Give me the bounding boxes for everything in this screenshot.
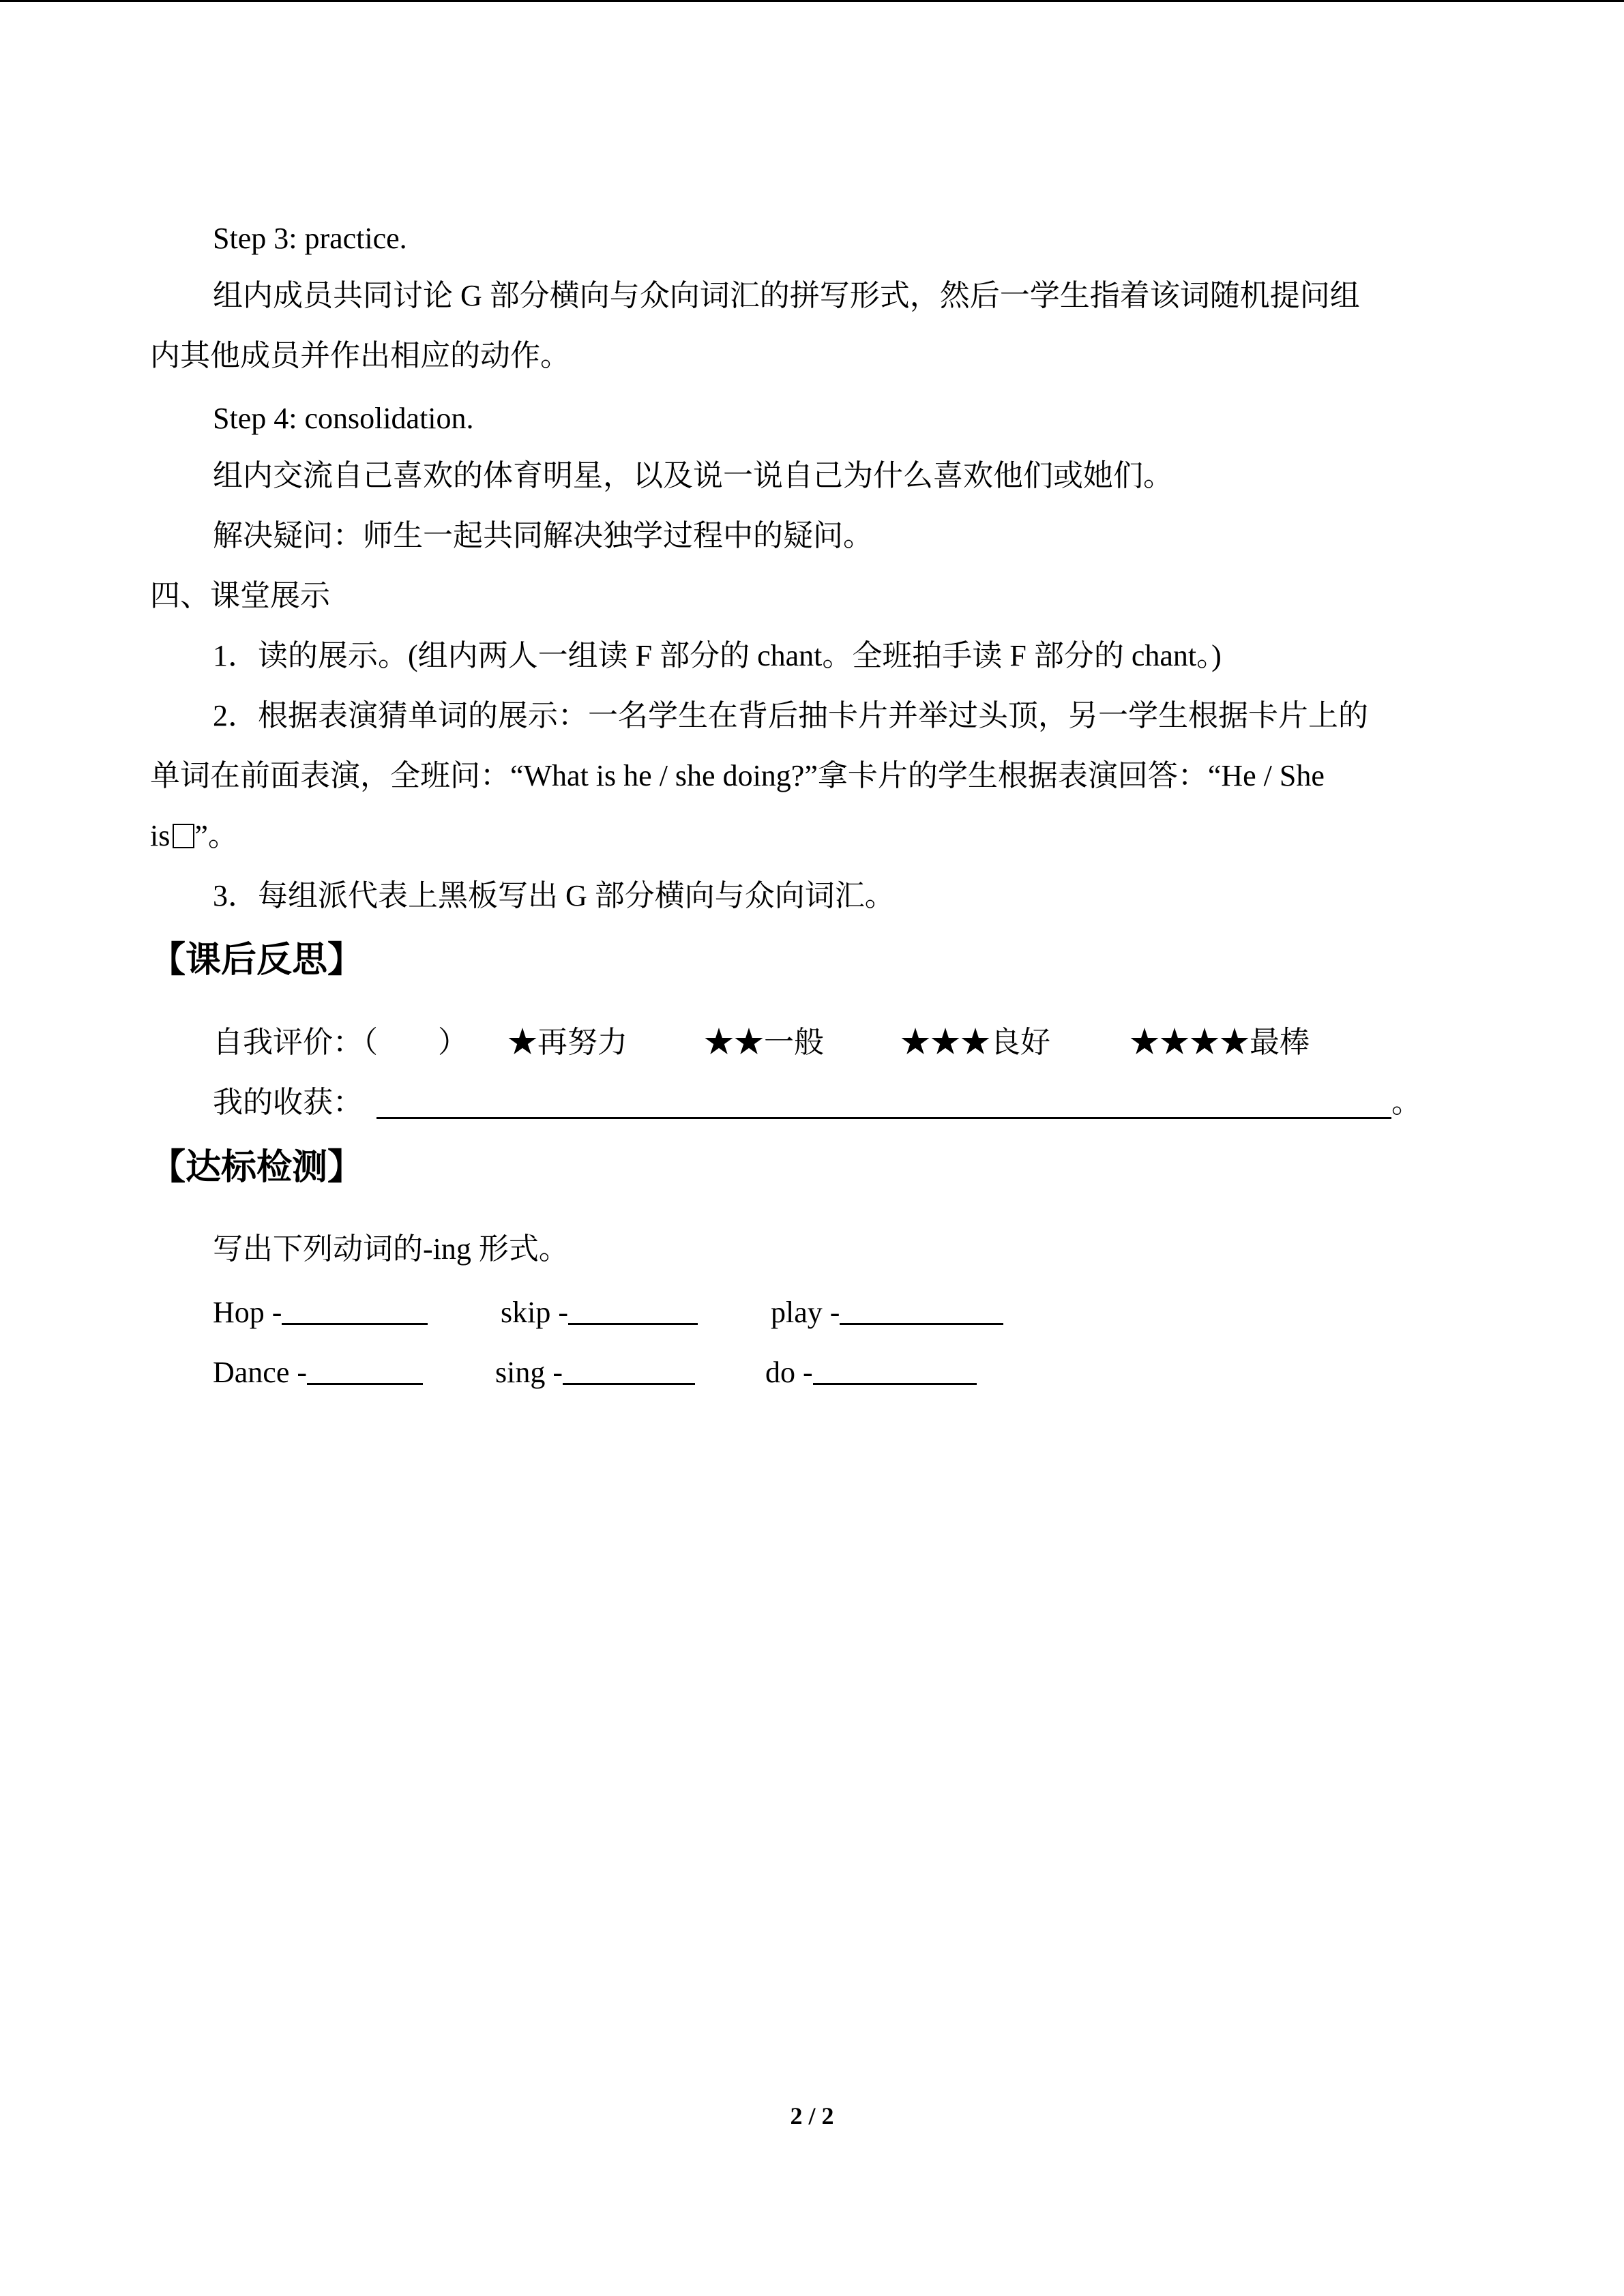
verb-play — [771, 1293, 1003, 1332]
verb-sing — [495, 1353, 695, 1392]
rating-option-3: ★★★良好 — [900, 1026, 1050, 1059]
blank-box — [173, 824, 194, 848]
step3-body-line2: 内其他成员并作出相应的动作。 — [150, 339, 570, 372]
answer-blank[interactable] — [813, 1353, 977, 1385]
gain-answer-line[interactable] — [377, 1117, 1391, 1119]
verb-skip — [501, 1293, 698, 1332]
verb-hop — [213, 1293, 428, 1332]
verb-label: Hop - — [213, 1296, 282, 1329]
reflection-heading: 【课后反思】 — [150, 940, 364, 981]
step3-title: Step 3: practice. — [213, 222, 407, 255]
test-instruction: 写出下列动词的-ing 形式。 — [213, 1232, 569, 1266]
answer-blank[interactable] — [840, 1293, 1003, 1325]
rating-option-4: ★★★★最棒 — [1130, 1026, 1310, 1059]
top-border-line — [0, 0, 1624, 2]
display-item-2-line2: 单词在前面表演，全班问：“What is he / she doing?”拿卡片的学生根据表演回答：“He / She — [150, 759, 1325, 792]
answer-blank[interactable] — [563, 1353, 695, 1385]
step4-body: 组内交流自己喜欢的体育明星，以及说一说自己为什么喜欢他们或她们。 — [213, 459, 1173, 492]
answer-prefix: is — [150, 819, 171, 852]
gain-end-mark: 。 — [1391, 1086, 1421, 1119]
answer-blank[interactable] — [282, 1293, 428, 1325]
display-item-2-line1: 2．根据表演猜单词的展示：一名学生在背后抽卡片并举过头顶，另一学生根据卡片上的 — [213, 699, 1368, 732]
verb-label: sing - — [495, 1356, 563, 1389]
verb-label: Dance - — [213, 1356, 308, 1389]
answer-blank[interactable] — [307, 1353, 423, 1385]
verb-label: skip - — [501, 1296, 568, 1329]
step3-body-line1: 组内成员共同讨论 G 部分横向与众向词汇的拼写形式，然后一学生指着该词随机提问组 — [213, 279, 1360, 312]
self-eval-label: 自我评价：（ ） — [213, 1026, 468, 1059]
gain-label: 我的收获： — [213, 1086, 363, 1119]
verb-dance — [213, 1353, 423, 1392]
verb-do — [765, 1353, 977, 1392]
display-item-1: 1．读的展示。(组内两人一组读 F 部分的 chant。全班拍手读 F 部分的 chant。) — [213, 639, 1222, 672]
display-item-2-line3 — [150, 817, 238, 855]
test-heading: 【达标检测】 — [150, 1147, 364, 1188]
rating-option-2: ★★一般 — [704, 1026, 824, 1059]
display-item-3: 3．每组派代表上黑板写出 G 部分横向与众向词汇。 — [213, 879, 895, 912]
rating-option-1: ★再努力 — [507, 1026, 628, 1059]
page-number: 2 / 2 — [790, 2102, 834, 2130]
answer-blank[interactable] — [568, 1293, 698, 1325]
section-four-title: 四、课堂展示 — [150, 579, 330, 612]
verb-label: do - — [765, 1356, 813, 1389]
verb-label: play - — [771, 1296, 840, 1329]
resolve-questions: 解决疑问：师生一起共同解决独学过程中的疑问。 — [213, 519, 873, 552]
step4-title: Step 4: consolidation. — [213, 402, 474, 435]
answer-suffix: ”。 — [194, 819, 238, 852]
